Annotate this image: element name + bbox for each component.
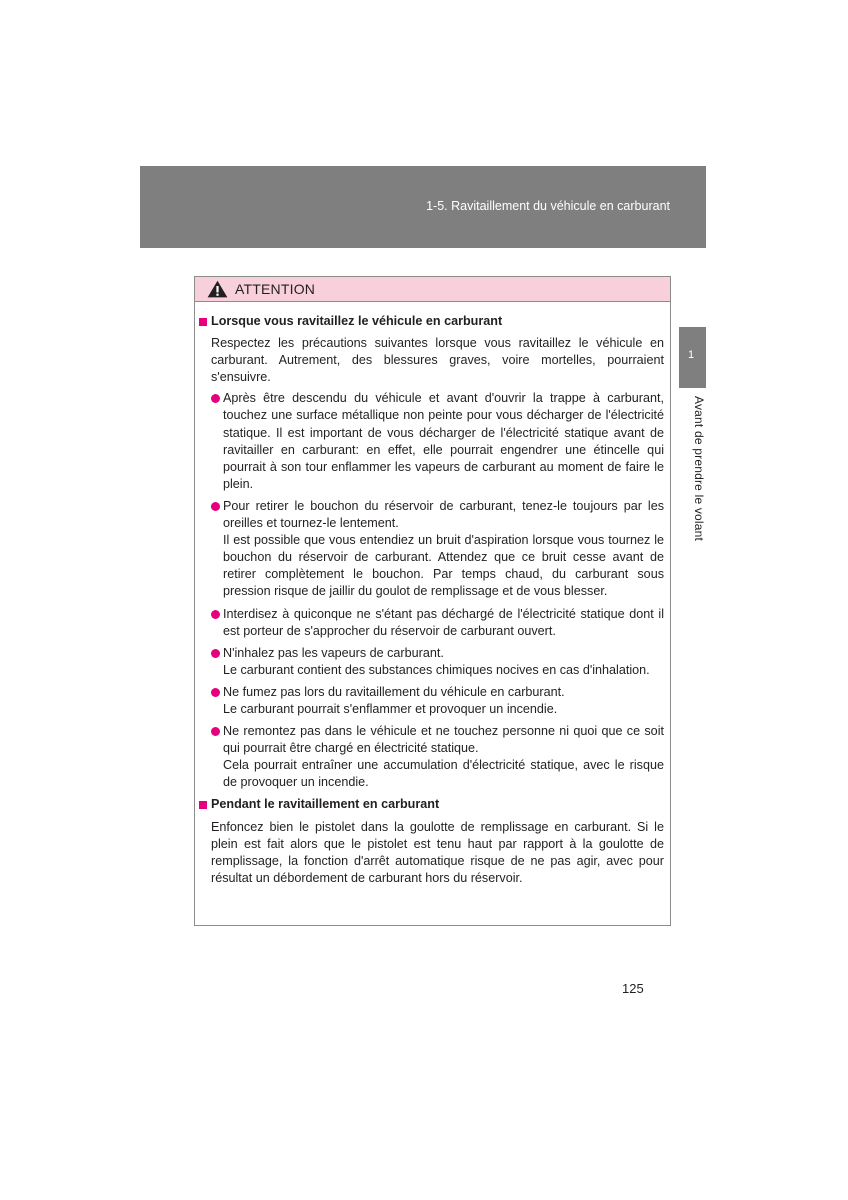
warning-body bbox=[195, 302, 670, 887]
square-bullet-icon bbox=[199, 801, 207, 809]
chapter-tab bbox=[679, 327, 706, 388]
square-bullet-icon bbox=[199, 318, 207, 326]
circle-bullet-icon bbox=[211, 502, 220, 511]
list-item bbox=[199, 723, 664, 791]
page-number: 125 bbox=[622, 981, 644, 996]
list-item-text: Cela pourrait entraîner une accumulation d'électricité statique, avec le risque de provoquer un incendie. bbox=[223, 758, 664, 790]
list-item-text: Pour retirer le bouchon du réservoir de carburant, tenez-le toujours par les oreilles et tournez-le lentement. bbox=[223, 498, 664, 531]
list-item-text: Il est possible que vous entendiez un bruit d'aspiration lorsque vous tournez le bouchon du réservoir de carburant. Attendez que ce bruit cesse avant de retirer complètement le bouchon. Par temps chaud, du carburant sous pression risque de jaillir du goulot de remplissage et de vous blesser. bbox=[223, 533, 664, 599]
warning-box bbox=[194, 276, 671, 926]
list-item-text: Le carburant pourrait s'enflammer et provoquer un incendie. bbox=[223, 701, 558, 716]
section-heading bbox=[199, 313, 664, 330]
list-item bbox=[199, 645, 664, 679]
list-item bbox=[199, 498, 664, 601]
circle-bullet-icon bbox=[211, 688, 220, 697]
list-item-text: N'inhalez pas les vapeurs de carburant. bbox=[223, 645, 444, 660]
circle-bullet-icon bbox=[211, 394, 220, 403]
section-heading-text: Lorsque vous ravitaillez le véhicule en carburant bbox=[211, 314, 503, 328]
section-title: 1-5. Ravitaillement du véhicule en carburant bbox=[426, 199, 670, 213]
chapter-number: 1 bbox=[688, 349, 695, 361]
section-intro: Respectez les précautions suivantes lorsque vous ravitaillez le véhicule en carburant. Autrement, des blessures graves, voire mortelles, pourraient s'ensuivre. bbox=[211, 336, 664, 385]
circle-bullet-icon bbox=[211, 649, 220, 658]
section-intro: Enfoncez bien le pistolet dans la goulotte de remplissage en carburant. Si le plein est fait alors que le pistolet est tenu haut par rapport à la goulotte de remplissage, la fonction d'arrêt automatique risque de ne pas agir, avec pour résultat un débordement de carburant hors du réservoir. bbox=[211, 819, 664, 885]
warning-triangle-icon bbox=[207, 280, 228, 298]
list-item-text: Après être descendu du véhicule et avant d'ouvrir la trappe à carburant, touchez une surface métallique non peinte pour vous décharger de l'électricité statique. Il est important de vous décharger de l'électricité statique avant de ravitailler en carburant: en effet, elle pourrait engendrer une étincelle qui pourrait à son tour enflammer les vapeurs de carburant au moment de faire le plein. bbox=[223, 391, 664, 491]
section-heading-text: Pendant le ravitaillement en carburant bbox=[211, 797, 440, 812]
list-item-text: Interdisez à quiconque ne s'étant pas déchargé de l'électricité statique dont il est porteur de s'approcher du réservoir de carburant ouvert. bbox=[223, 606, 664, 638]
list-item bbox=[199, 390, 664, 493]
chapter-label: Avant de prendre le volant bbox=[692, 396, 706, 542]
list-item-text: Ne fumez pas lors du ravitaillement du véhicule en carburant. bbox=[223, 684, 565, 699]
section-header-band bbox=[140, 166, 706, 248]
warning-header bbox=[195, 277, 670, 302]
circle-bullet-icon bbox=[211, 727, 220, 736]
warning-label: ATTENTION bbox=[235, 281, 316, 297]
list-item-text: Ne remontez pas dans le véhicule et ne touchez personne ni quoi que ce soit qui pourrait être chargé en électricité statique. bbox=[223, 724, 664, 756]
precautions-list bbox=[199, 390, 664, 791]
list-item bbox=[199, 684, 664, 718]
circle-bullet-icon bbox=[211, 610, 220, 619]
section-heading bbox=[199, 796, 664, 813]
list-item bbox=[199, 606, 664, 640]
list-item-text: Le carburant contient des substances chimiques nocives en cas d'inhalation. bbox=[223, 662, 650, 677]
